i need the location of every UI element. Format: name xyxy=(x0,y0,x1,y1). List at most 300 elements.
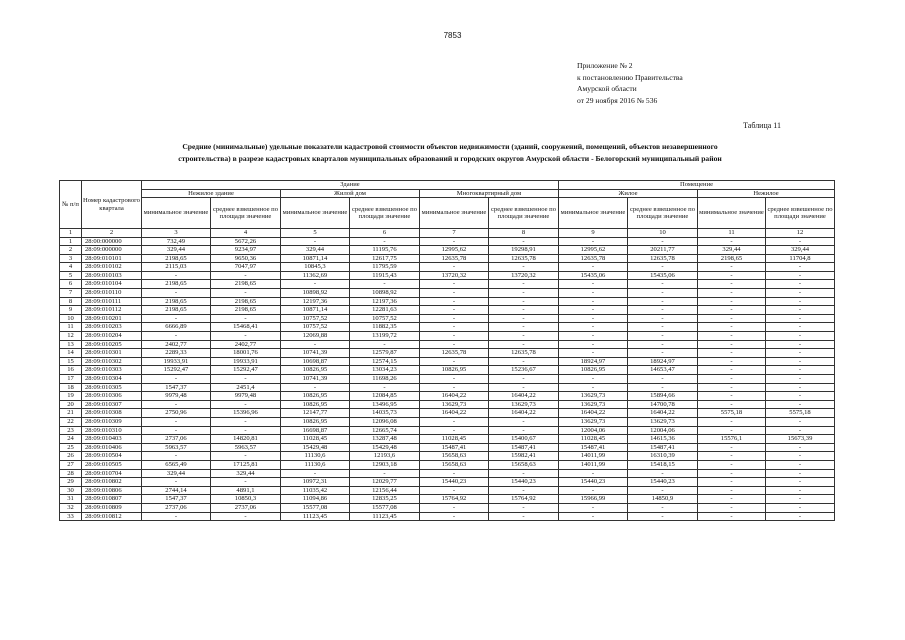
value-cell: 14615,36 xyxy=(628,435,698,444)
value-cell: - xyxy=(420,323,489,332)
value-cell: 13629,73 xyxy=(420,400,489,409)
value-cell: - xyxy=(698,375,766,384)
value-cell: 5963,57 xyxy=(211,443,281,452)
value-cell: 15894,66 xyxy=(628,392,698,401)
header-min-value: минимальное значение xyxy=(281,198,350,229)
row-number: 10 xyxy=(60,314,82,323)
value-cell: 10741,39 xyxy=(281,349,350,358)
value-cell: - xyxy=(142,426,211,435)
value-cell: 10757,52 xyxy=(281,323,350,332)
quarter-code: 28:09:010103 xyxy=(82,271,142,280)
value-cell: - xyxy=(698,417,766,426)
value-cell: 15418,15 xyxy=(628,460,698,469)
value-cell: - xyxy=(350,469,420,478)
value-cell: 11123,45 xyxy=(281,512,350,521)
value-cell: 2750,96 xyxy=(142,409,211,418)
value-cell: - xyxy=(698,426,766,435)
value-cell: 13720,32 xyxy=(420,271,489,280)
table-row xyxy=(60,443,835,452)
value-cell: - xyxy=(420,289,489,298)
value-cell: 15673,39 xyxy=(766,435,835,444)
value-cell: - xyxy=(766,332,835,341)
table-row xyxy=(60,486,835,495)
value-cell: - xyxy=(698,478,766,487)
value-cell: 9234,97 xyxy=(211,246,281,255)
row-number: 4 xyxy=(60,263,82,272)
header-building: Здание xyxy=(142,181,559,190)
quarter-code: 28:09:010807 xyxy=(82,495,142,504)
table-row xyxy=(60,400,835,409)
row-number: 23 xyxy=(60,426,82,435)
value-cell: - xyxy=(420,314,489,323)
value-cell: - xyxy=(698,263,766,272)
value-cell: 15440,23 xyxy=(559,478,628,487)
value-cell: - xyxy=(559,280,628,289)
quarter-code: 28:09:010104 xyxy=(82,280,142,289)
value-cell: - xyxy=(489,486,559,495)
value-cell: - xyxy=(766,383,835,392)
value-cell: - xyxy=(766,306,835,315)
value-cell: 12574,15 xyxy=(350,357,420,366)
value-cell: - xyxy=(489,306,559,315)
row-number: 9 xyxy=(60,306,82,315)
value-cell: - xyxy=(766,469,835,478)
value-cell: - xyxy=(559,340,628,349)
value-cell: - xyxy=(489,289,559,298)
page-number: 7853 xyxy=(443,31,462,40)
table-row xyxy=(60,460,835,469)
value-cell: 18001,76 xyxy=(211,349,281,358)
table-row xyxy=(60,366,835,375)
value-cell: 14820,81 xyxy=(211,435,281,444)
value-cell: 13629,73 xyxy=(559,400,628,409)
value-cell: 11195,76 xyxy=(350,246,420,255)
table-row xyxy=(60,495,835,504)
quarter-code: 28:09:010201 xyxy=(82,314,142,323)
value-cell: 15429,48 xyxy=(350,443,420,452)
value-cell: 15487,41 xyxy=(559,443,628,452)
value-cell: - xyxy=(766,400,835,409)
appendix-line: к постановлению Правительства xyxy=(577,72,683,82)
header-avg-value: среднее взвешенное по площади значение xyxy=(211,198,281,229)
title-line: Средние (минимальные) удельные показатели кадастровой стоимости объектов недвижимости (зданий, сооружений, помещений, объектов незавершенного xyxy=(182,142,718,151)
value-cell: 2289,33 xyxy=(142,349,211,358)
value-cell: 732,49 xyxy=(142,237,211,246)
value-cell: - xyxy=(420,263,489,272)
value-cell: 11704,8 xyxy=(766,254,835,263)
value-cell: 2198,65 xyxy=(698,254,766,263)
value-cell: 12147,77 xyxy=(281,409,350,418)
row-number: 12 xyxy=(60,332,82,341)
value-cell: - xyxy=(766,452,835,461)
value-cell: - xyxy=(142,289,211,298)
header-house: Жилой дом xyxy=(281,189,420,198)
value-cell: - xyxy=(211,314,281,323)
value-cell: - xyxy=(698,237,766,246)
value-cell: 12635,78 xyxy=(420,349,489,358)
quarter-code: 28:09:010205 xyxy=(82,340,142,349)
value-cell: 15577,08 xyxy=(350,503,420,512)
value-cell: 10826,95 xyxy=(420,366,489,375)
value-cell: - xyxy=(698,392,766,401)
value-cell: 9979,48 xyxy=(211,392,281,401)
value-cell: - xyxy=(698,280,766,289)
value-cell: - xyxy=(766,280,835,289)
value-cell: 12995,62 xyxy=(420,246,489,255)
value-cell: 16404,22 xyxy=(420,392,489,401)
table-row xyxy=(60,375,835,384)
value-cell: - xyxy=(559,349,628,358)
row-number: 18 xyxy=(60,383,82,392)
value-cell: 15440,23 xyxy=(489,478,559,487)
value-cell: - xyxy=(142,314,211,323)
header-min-value: минимальное значение xyxy=(559,198,628,229)
value-cell: 12617,75 xyxy=(350,254,420,263)
value-cell: 15764,92 xyxy=(489,495,559,504)
subheader-row xyxy=(60,198,835,229)
table-row xyxy=(60,280,835,289)
value-cell: 11028,45 xyxy=(281,435,350,444)
value-cell: - xyxy=(698,306,766,315)
value-cell: 10826,95 xyxy=(559,366,628,375)
value-cell: - xyxy=(281,340,350,349)
value-cell: 10826,95 xyxy=(281,392,350,401)
column-number: 3 xyxy=(142,229,211,238)
value-cell: - xyxy=(628,349,698,358)
table-row xyxy=(60,383,835,392)
value-cell: - xyxy=(559,297,628,306)
value-cell: 15429,48 xyxy=(281,443,350,452)
row-number: 32 xyxy=(60,503,82,512)
header-num: № п/п xyxy=(60,181,82,229)
value-cell: 10698,87 xyxy=(281,357,350,366)
value-cell: - xyxy=(766,460,835,469)
table-label: Таблица 11 xyxy=(743,121,781,130)
value-cell: - xyxy=(489,340,559,349)
row-number: 16 xyxy=(60,366,82,375)
row-number: 15 xyxy=(60,357,82,366)
row-number: 29 xyxy=(60,478,82,487)
title-line: строительства) в разрезе кадастровых кварталов муниципальных образований и городских округов Амурской области - Белогорский муниципальный район xyxy=(178,153,722,163)
value-cell: 14011,99 xyxy=(559,460,628,469)
value-cell: - xyxy=(766,495,835,504)
column-number: 7 xyxy=(420,229,489,238)
value-cell: 15400,67 xyxy=(489,435,559,444)
value-cell: 5575,18 xyxy=(698,409,766,418)
row-number: 24 xyxy=(60,435,82,444)
quarter-code: 28:09:010302 xyxy=(82,357,142,366)
value-cell: 17125,81 xyxy=(211,460,281,469)
value-cell: 10757,52 xyxy=(350,314,420,323)
value-cell: 12835,25 xyxy=(350,495,420,504)
table-body xyxy=(60,237,835,521)
value-cell: 15487,41 xyxy=(420,443,489,452)
value-cell: 15658,63 xyxy=(420,460,489,469)
value-cell: 11035,42 xyxy=(281,486,350,495)
value-cell: - xyxy=(489,383,559,392)
value-cell: - xyxy=(420,297,489,306)
value-cell: 11915,43 xyxy=(350,271,420,280)
value-cell: - xyxy=(211,426,281,435)
value-cell: - xyxy=(420,237,489,246)
table-row xyxy=(60,349,835,358)
value-cell: 329,44 xyxy=(698,246,766,255)
table-row xyxy=(60,271,835,280)
value-cell: 15487,41 xyxy=(628,443,698,452)
value-cell: 2402,77 xyxy=(142,340,211,349)
value-cell: 15435,06 xyxy=(628,271,698,280)
value-cell: 12995,62 xyxy=(559,246,628,255)
value-cell: - xyxy=(350,383,420,392)
header-nonres-building: Нежилое здание xyxy=(142,189,281,198)
value-cell: - xyxy=(142,400,211,409)
appendix-line: от 29 ноября 2016 № 536 xyxy=(577,95,658,105)
value-cell: - xyxy=(420,383,489,392)
value-cell: 14700,78 xyxy=(628,400,698,409)
value-cell: 12635,78 xyxy=(628,254,698,263)
value-cell: 14011,99 xyxy=(559,452,628,461)
table-row xyxy=(60,478,835,487)
value-cell: 12903,18 xyxy=(350,460,420,469)
value-cell: 329,44 xyxy=(142,246,211,255)
value-cell: 20211,77 xyxy=(628,246,698,255)
value-cell: 1547,37 xyxy=(142,495,211,504)
value-cell: 5575,18 xyxy=(766,409,835,418)
value-cell: 2198,65 xyxy=(211,280,281,289)
value-cell: - xyxy=(142,417,211,426)
value-cell: - xyxy=(766,237,835,246)
value-cell: - xyxy=(628,503,698,512)
value-cell: 12193,6 xyxy=(350,452,420,461)
value-cell: 11130,6 xyxy=(281,460,350,469)
appendix-note xyxy=(577,60,683,106)
value-cell: - xyxy=(211,271,281,280)
value-cell: 12004,06 xyxy=(559,426,628,435)
value-cell: - xyxy=(628,332,698,341)
row-number: 26 xyxy=(60,452,82,461)
value-cell: - xyxy=(281,280,350,289)
value-cell: - xyxy=(766,314,835,323)
quarter-code: 28:09:010406 xyxy=(82,443,142,452)
value-cell: 13496,95 xyxy=(350,400,420,409)
value-cell: - xyxy=(698,349,766,358)
quarter-code: 28:09:010303 xyxy=(82,366,142,375)
value-cell: - xyxy=(211,452,281,461)
value-cell: 10845,3 xyxy=(281,263,350,272)
quarter-code: 28:09:000000 xyxy=(82,246,142,255)
value-cell: - xyxy=(628,237,698,246)
value-cell: 2737,06 xyxy=(142,503,211,512)
value-cell: 2198,65 xyxy=(142,280,211,289)
value-cell: 2198,65 xyxy=(142,297,211,306)
value-cell: 15658,63 xyxy=(489,460,559,469)
value-cell: 7047,97 xyxy=(211,263,281,272)
row-number: 30 xyxy=(60,486,82,495)
value-cell: - xyxy=(766,357,835,366)
header-quarter: Номер кадастрового квартала xyxy=(82,181,142,229)
value-cell: - xyxy=(766,349,835,358)
column-number: 8 xyxy=(489,229,559,238)
value-cell: 12579,87 xyxy=(350,349,420,358)
value-cell: - xyxy=(142,332,211,341)
value-cell: 2737,06 xyxy=(142,435,211,444)
value-cell: 15468,41 xyxy=(211,323,281,332)
quarter-code: 28:00:000000 xyxy=(82,237,142,246)
value-cell: 11123,45 xyxy=(350,512,420,521)
value-cell: - xyxy=(559,503,628,512)
value-cell: 13629,73 xyxy=(559,392,628,401)
row-number: 28 xyxy=(60,469,82,478)
value-cell: 329,44 xyxy=(142,469,211,478)
value-cell: 15292,47 xyxy=(142,366,211,375)
value-cell: 2198,65 xyxy=(142,306,211,315)
value-cell: - xyxy=(698,289,766,298)
value-cell: - xyxy=(489,263,559,272)
value-cell: - xyxy=(489,426,559,435)
value-cell: - xyxy=(350,237,420,246)
value-cell: - xyxy=(766,392,835,401)
value-cell: 15440,23 xyxy=(628,478,698,487)
value-cell: - xyxy=(698,271,766,280)
value-cell: - xyxy=(766,271,835,280)
value-cell: 12635,78 xyxy=(489,349,559,358)
value-cell: - xyxy=(420,340,489,349)
value-cell: 14850,9 xyxy=(628,495,698,504)
value-cell: 11698,26 xyxy=(350,375,420,384)
value-cell: 12004,06 xyxy=(628,426,698,435)
value-cell: - xyxy=(766,340,835,349)
column-number: 9 xyxy=(559,229,628,238)
table-row xyxy=(60,392,835,401)
table-row xyxy=(60,469,835,478)
value-cell: - xyxy=(420,280,489,289)
value-cell: - xyxy=(698,495,766,504)
value-cell: 16404,22 xyxy=(489,392,559,401)
value-cell: - xyxy=(766,366,835,375)
value-cell: 13629,73 xyxy=(489,400,559,409)
value-cell: - xyxy=(281,237,350,246)
value-cell: - xyxy=(420,426,489,435)
column-number: 4 xyxy=(211,229,281,238)
value-cell: 2737,06 xyxy=(211,503,281,512)
row-number: 8 xyxy=(60,297,82,306)
value-cell: - xyxy=(350,280,420,289)
value-cell: 2198,65 xyxy=(211,306,281,315)
quarter-code: 28:09:010403 xyxy=(82,435,142,444)
value-cell: 12635,78 xyxy=(489,254,559,263)
value-cell: - xyxy=(559,237,628,246)
value-cell: - xyxy=(628,512,698,521)
value-cell: 18924,97 xyxy=(559,357,628,366)
row-number: 7 xyxy=(60,289,82,298)
quarter-code: 28:09:010304 xyxy=(82,375,142,384)
quarter-code: 28:09:010305 xyxy=(82,383,142,392)
value-cell: 10972,31 xyxy=(281,478,350,487)
value-cell: - xyxy=(766,426,835,435)
header-premises: Помещение xyxy=(559,181,835,190)
table-row xyxy=(60,409,835,418)
column-number: 1 xyxy=(60,229,82,238)
value-cell: - xyxy=(628,375,698,384)
row-number: 19 xyxy=(60,392,82,401)
value-cell: - xyxy=(628,263,698,272)
value-cell: 12197,36 xyxy=(281,297,350,306)
value-cell: - xyxy=(698,314,766,323)
value-cell: - xyxy=(698,452,766,461)
value-cell: 13034,23 xyxy=(350,366,420,375)
value-cell: 16404,22 xyxy=(420,409,489,418)
value-cell: - xyxy=(281,469,350,478)
value-cell: 11130,6 xyxy=(281,452,350,461)
header-res-premises: Жилое xyxy=(559,189,698,198)
value-cell: - xyxy=(698,512,766,521)
value-cell: 13720,32 xyxy=(489,271,559,280)
value-cell: 11795,59 xyxy=(350,263,420,272)
quarter-code: 28:09:010306 xyxy=(82,392,142,401)
value-cell: - xyxy=(211,332,281,341)
value-cell: - xyxy=(489,297,559,306)
value-cell: 13629,73 xyxy=(628,417,698,426)
value-cell: - xyxy=(350,340,420,349)
value-cell: 10850,3 xyxy=(211,495,281,504)
quarter-code: 28:09:010310 xyxy=(82,426,142,435)
value-cell: 15658,63 xyxy=(420,452,489,461)
value-cell: - xyxy=(211,375,281,384)
table-row xyxy=(60,332,835,341)
value-cell: 11028,45 xyxy=(559,435,628,444)
quarter-code: 28:09:010505 xyxy=(82,460,142,469)
table-row xyxy=(60,314,835,323)
value-cell: 19298,91 xyxy=(489,246,559,255)
value-cell: 12069,88 xyxy=(281,332,350,341)
value-cell: 16404,22 xyxy=(559,409,628,418)
value-cell: 13629,73 xyxy=(559,417,628,426)
document-title xyxy=(60,141,840,164)
value-cell: - xyxy=(489,503,559,512)
value-cell: 2198,65 xyxy=(211,297,281,306)
value-cell: - xyxy=(420,306,489,315)
table-row xyxy=(60,452,835,461)
value-cell: - xyxy=(559,332,628,341)
header-nonres-premises: Нежилое xyxy=(698,189,835,198)
value-cell: - xyxy=(698,332,766,341)
value-cell: - xyxy=(420,417,489,426)
value-cell: - xyxy=(420,503,489,512)
appendix-line: Приложение № 2 xyxy=(577,61,633,70)
value-cell: - xyxy=(420,469,489,478)
value-cell: 10757,52 xyxy=(281,314,350,323)
value-cell: - xyxy=(766,417,835,426)
header-avg-value: среднее взвешенное по площади значение xyxy=(489,198,559,229)
quarter-code: 28:09:010102 xyxy=(82,263,142,272)
value-cell: 11362,69 xyxy=(281,271,350,280)
row-number: 17 xyxy=(60,375,82,384)
value-cell: - xyxy=(489,332,559,341)
header-min-value: минимальное значение xyxy=(420,198,489,229)
value-cell: 10871,14 xyxy=(281,254,350,263)
column-number: 6 xyxy=(350,229,420,238)
value-cell: - xyxy=(420,332,489,341)
value-cell: 329,44 xyxy=(281,246,350,255)
value-cell: - xyxy=(559,306,628,315)
value-cell: 2744,14 xyxy=(142,486,211,495)
row-number: 21 xyxy=(60,409,82,418)
column-number: 5 xyxy=(281,229,350,238)
table-row xyxy=(60,246,835,255)
value-cell: - xyxy=(420,512,489,521)
row-number: 33 xyxy=(60,512,82,521)
value-cell: - xyxy=(211,289,281,298)
